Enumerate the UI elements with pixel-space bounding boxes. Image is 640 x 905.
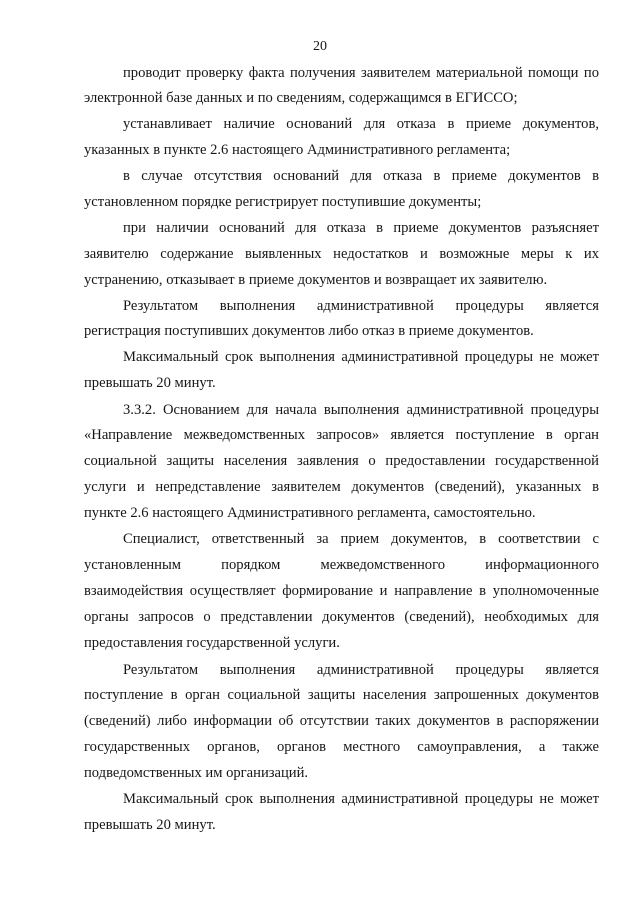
text-line: подведомственных им организаций. bbox=[84, 765, 309, 781]
text-line: Максимальный срок выполнения административной процедуры не может bbox=[123, 791, 599, 807]
text-line: Результатом выполнения административной процедуры является bbox=[123, 298, 599, 314]
text-line: пункте 2.6 настоящего Административного регламента, самостоятельно. bbox=[84, 505, 536, 521]
text-line: (сведений) либо информации об отсутствии таких документов в распоряжении bbox=[84, 713, 599, 729]
text-line: проводит проверку факта получения заявителем материальной помощи по bbox=[123, 65, 599, 81]
text-line: социальной защиты населения заявления о предоставлении государственной bbox=[84, 453, 599, 469]
text-line: государственных органов, органов местного самоуправления, а также bbox=[84, 739, 599, 755]
text-line: взаимодействия осуществляет формирование и направление в уполномоченные bbox=[84, 583, 599, 599]
text-line: Результатом выполнения административной процедуры является bbox=[123, 662, 599, 678]
text-line: поступление в орган социальной защиты населения запрошенных документов bbox=[84, 687, 599, 703]
text-line: Максимальный срок выполнения административной процедуры не может bbox=[123, 349, 599, 365]
text-line: заявителю содержание выявленных недостатков и возможные меры к их bbox=[84, 246, 599, 262]
text-line: в случае отсутствия оснований для отказа в приеме документов в bbox=[123, 168, 599, 184]
text-line: устанавливает наличие оснований для отказа в приеме документов, bbox=[123, 116, 599, 132]
text-line: устранению, отказывает в приеме документов и возвращает их заявителю. bbox=[84, 272, 548, 288]
text-line: превышать 20 минут. bbox=[84, 817, 216, 833]
text-line: регистрация поступивших документов либо отказ в приеме документов. bbox=[84, 323, 534, 339]
text-line: Специалист, ответственный за прием документов, в соответствии с bbox=[123, 531, 599, 547]
text-line: установленном порядке регистрирует поступившие документы; bbox=[84, 194, 482, 210]
text-line: установленным порядком межведомственного информационного bbox=[84, 557, 599, 573]
text-line: указанных в пункте 2.6 настоящего Административного регламента; bbox=[84, 142, 511, 158]
text-line: электронной базе данных и по сведениям, содержащимся в ЕГИССО; bbox=[84, 90, 518, 106]
text-line: «Направление межведомственных запросов» является поступление в орган bbox=[84, 427, 599, 443]
page-number: 20 bbox=[313, 39, 327, 54]
text-line: при наличии оснований для отказа в приеме документов разъясняет bbox=[123, 220, 599, 236]
text-line: превышать 20 минут. bbox=[84, 375, 216, 391]
text-line: услуги и непредставление заявителем документов (сведений), указанных в bbox=[84, 479, 599, 495]
text-line: 3.3.2. Основанием для начала выполнения административной процедуры bbox=[123, 402, 599, 418]
text-line: предоставления государственной услуги. bbox=[84, 635, 340, 651]
text-line: органы запросов о представлении документов (сведений), необходимых для bbox=[84, 609, 599, 625]
